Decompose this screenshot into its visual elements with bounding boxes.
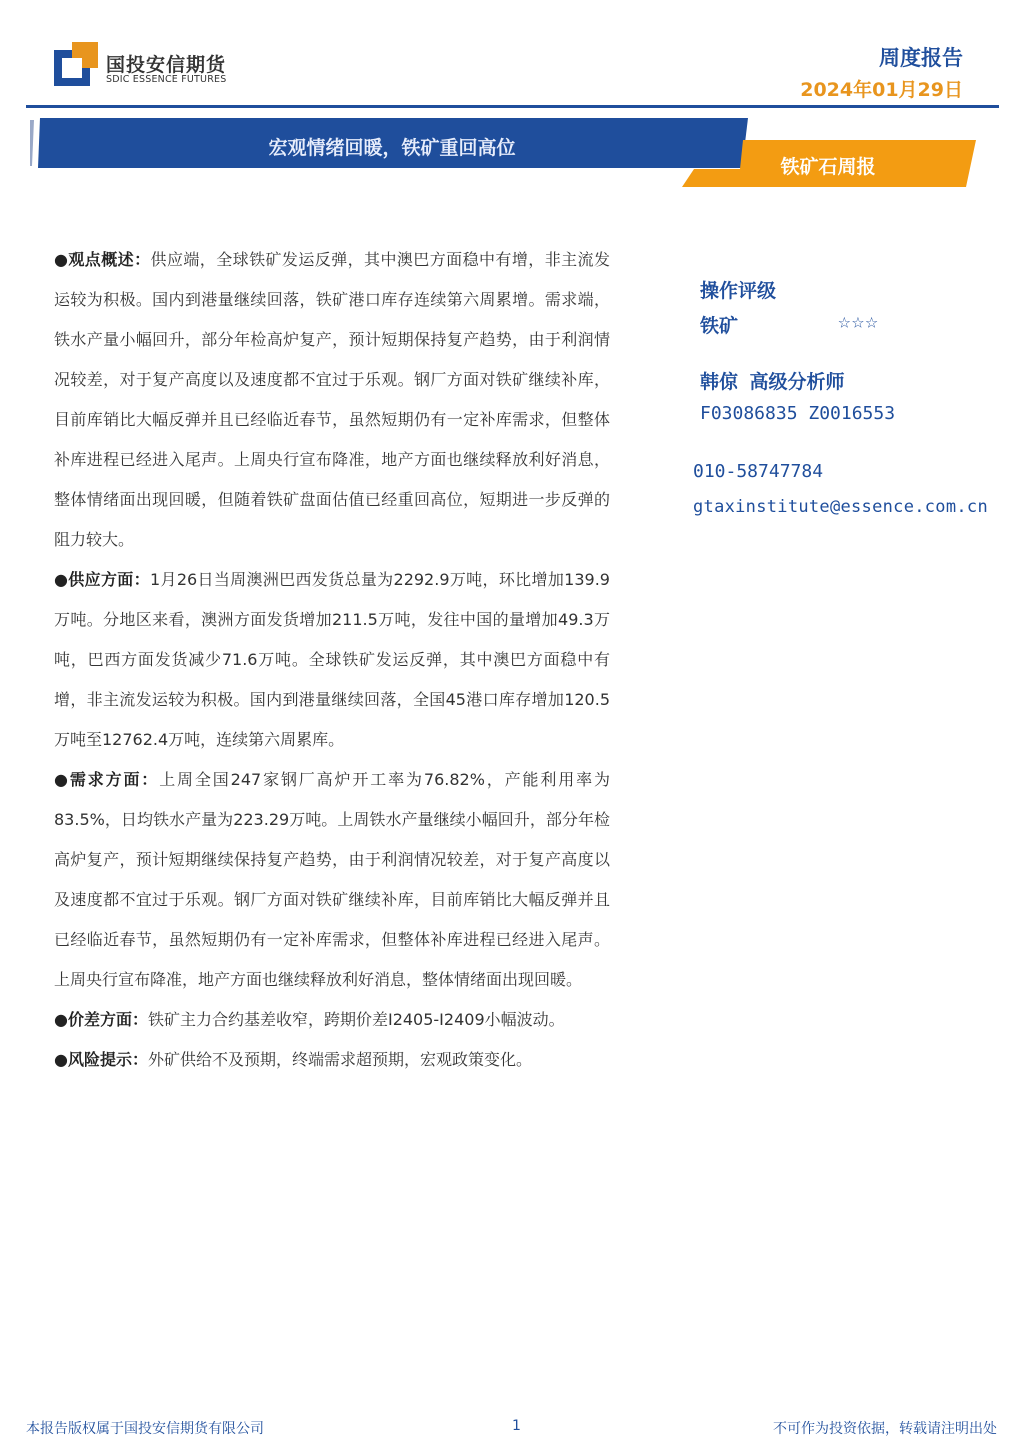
paragraph-supply bbox=[54, 560, 610, 760]
report-headline: 宏观情绪回暖，铁矿重回高位 bbox=[268, 137, 516, 159]
company-logo-icon bbox=[54, 42, 98, 86]
paragraph-label: ●供应方面： bbox=[54, 570, 150, 589]
rating-title: 操作评级 bbox=[700, 280, 777, 302]
paragraph-summary bbox=[54, 240, 610, 560]
paragraph-text: 上周全国247家钢厂高炉开工率为76.82%，产能利用率为83.5%，日均铁水产量为223.29万吨。上周铁水产量继续小幅回升，部分年检高炉复产，预计短期继续保持复产趋势，由于利润情况较差，对于复产高度以及速度都不宜过于乐观。钢厂方面对铁矿继续补库，目前库销比大幅反弹并且已经临近春节，虽然短期仍有一定补库需求，但整体补库进程已经进入尾声。上周央行宣布降准，地产方面也继续释放利好消息，整体情绪面出现回暖。 bbox=[54, 770, 610, 989]
footer-copyright: 本报告版权属于国投安信期货有限公司 bbox=[26, 1421, 264, 1437]
paragraph-text: 铁矿主力合约基差收窄，跨期价差I2405-I2409小幅波动。 bbox=[147, 1010, 565, 1029]
paragraph-label: ●价差方面： bbox=[54, 1010, 148, 1029]
paragraph-risk bbox=[54, 1040, 610, 1080]
contact-phone: 010-58747784 bbox=[693, 461, 824, 482]
report-type: 周度报告 bbox=[879, 46, 963, 70]
rating-stars-icon: ☆☆☆ bbox=[838, 309, 879, 333]
paragraph-text: 供应端，全球铁矿发运反弹，其中澳巴方面稳中有增，非主流发运较为积极。国内到港量继续回落，铁矿港口库存连续第六周累增。需求端，铁水产量小幅回升，部分年检高炉复产，预计短期保持复产趋势，由于利润情况较差，对于复产高度以及速度都不宜过于乐观。钢厂方面对铁矿继续补库，目前库销比大幅反弹并且已经临近春节，虽然短期仍有一定补库需求，但整体补库进程已经进入尾声。上周央行宣布降准，地产方面也继续释放利好消息，整体情绪面出现回暖，但随着铁矿盘面估值已经重回高位，短期进一步反弹的阻力较大。 bbox=[54, 250, 610, 549]
paragraph-label: ●观点概述： bbox=[54, 250, 151, 269]
header-divider bbox=[26, 105, 999, 108]
footer-disclaimer: 不可作为投资依据，转载请注明出处 bbox=[773, 1421, 997, 1437]
report-body bbox=[54, 240, 610, 1080]
paragraph-label: ●风险提示： bbox=[54, 1050, 148, 1069]
paragraph-demand bbox=[54, 760, 610, 1000]
paragraph-spread bbox=[54, 1000, 610, 1040]
rating-item: 铁矿 bbox=[700, 315, 739, 337]
report-category-tag: 铁矿石周报 bbox=[780, 156, 876, 178]
report-date: 2024年01月29日 bbox=[800, 79, 963, 101]
analyst-name: 韩倞 高级分析师 bbox=[700, 371, 845, 393]
logo-english-name: SDIC ESSENCE FUTURES bbox=[106, 74, 227, 85]
paragraph-text: 外矿供给不及预期，终端需求超预期，宏观政策变化。 bbox=[147, 1050, 532, 1069]
page-number: 1 bbox=[512, 1418, 521, 1434]
paragraph-label: ●需求方面： bbox=[54, 770, 160, 789]
analyst-certificate: F03086835 Z0016553 bbox=[700, 403, 896, 424]
contact-email[interactable]: gtaxinstitute@essence.com.cn bbox=[693, 497, 988, 517]
paragraph-text: 1月26日当周澳洲巴西发货总量为2292.9万吨，环比增加139.9万吨。分地区来看，澳洲方面发货增加211.5万吨，发往中国的量增加49.3万吨，巴西方面发货减少71.6万吨。全球铁矿发运反弹，其中澳巴方面稳中有增，非主流发运较为积极。国内到港量继续回落，全国45港口库存增加120.5万吨至12762.4万吨，连续第六周累库。 bbox=[54, 570, 610, 749]
logo-chinese-name: 国投安信期货 bbox=[106, 54, 227, 76]
